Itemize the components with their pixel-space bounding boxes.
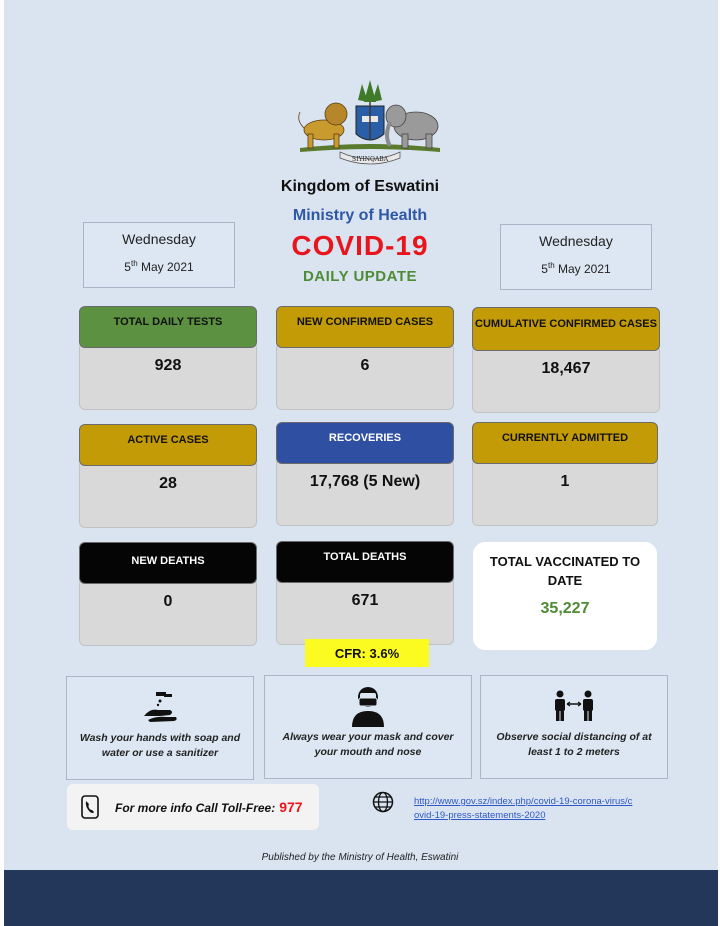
total-vaccinated-card bbox=[473, 542, 657, 650]
published-by: Published by the Ministry of Health, Eswatini bbox=[261, 852, 459, 863]
date-text: 5th May 2021 bbox=[541, 261, 611, 276]
active-cases-card bbox=[79, 424, 257, 528]
footer-band bbox=[4, 870, 718, 926]
tip-hand-wash bbox=[66, 676, 254, 780]
card-value: 1 bbox=[472, 458, 658, 526]
card-value: 0 bbox=[79, 578, 257, 646]
globe-icon bbox=[372, 791, 394, 813]
total-deaths-card bbox=[276, 541, 454, 645]
svg-text:SIYINQABA: SIYINQABA bbox=[351, 156, 389, 163]
recoveries-card bbox=[276, 422, 454, 526]
cumulative-confirmed-cases-card bbox=[472, 307, 660, 413]
mask-icon bbox=[348, 685, 388, 727]
country-title: Kingdom of Eswatini bbox=[280, 178, 440, 195]
card-label: CUMULATIVE CONFIRMED CASES bbox=[472, 307, 660, 351]
new-confirmed-cases-card bbox=[276, 306, 454, 410]
date-box-right bbox=[500, 224, 652, 290]
card-label: ACTIVE CASES bbox=[79, 424, 257, 466]
card-label: TOTAL DEATHS bbox=[276, 541, 454, 583]
hand-wash-icon bbox=[140, 690, 180, 724]
card-value: 18,467 bbox=[472, 345, 660, 413]
card-label: NEW CONFIRMED CASES bbox=[276, 306, 454, 348]
coat-of-arms-logo bbox=[290, 76, 450, 168]
card-value: 17,768 (5 New) bbox=[276, 458, 454, 526]
card-label: RECOVERIES bbox=[276, 422, 454, 464]
tip-text: Wash your hands with soap and water or use a sanitizer bbox=[79, 732, 241, 759]
tip-distancing bbox=[480, 675, 668, 779]
press-statements-link[interactable]: http://www.gov.sz/index.php/covid-19-corona-virus/covid-19-press-statements-2020 bbox=[414, 796, 633, 821]
tip-mask bbox=[264, 675, 472, 779]
new-deaths-card bbox=[79, 542, 257, 646]
card-label: TOTAL DAILY TESTS bbox=[79, 306, 257, 348]
tip-text: Observe social distancing of at least 1 to 2 meters bbox=[496, 731, 652, 758]
date-day: Wednesday bbox=[539, 233, 613, 249]
card-value: 6 bbox=[276, 342, 454, 410]
currently-admitted-card bbox=[472, 422, 658, 526]
daily-update-title: DAILY UPDATE bbox=[302, 268, 418, 285]
contact-text: For more info Call Toll-Free: 977 bbox=[115, 799, 303, 815]
tip-text: Always wear your mask and cover your mouth and nose bbox=[282, 731, 454, 758]
ministry-title: Ministry of Health bbox=[292, 207, 428, 224]
card-label: CURRENTLY ADMITTED bbox=[472, 422, 658, 464]
date-day: Wednesday bbox=[122, 231, 196, 247]
card-value: 671 bbox=[276, 577, 454, 645]
toll-free-contact bbox=[67, 784, 319, 830]
covid-title: COVID-19 bbox=[291, 230, 429, 261]
date-text: 5th May 2021 bbox=[124, 259, 194, 274]
card-label: NEW DEATHS bbox=[79, 542, 257, 584]
date-box-left bbox=[83, 222, 235, 288]
card-value: 28 bbox=[79, 460, 257, 528]
phone-icon bbox=[81, 795, 99, 819]
total-daily-tests-card bbox=[79, 306, 257, 410]
distancing-icon bbox=[552, 690, 596, 722]
card-value: 928 bbox=[79, 342, 257, 410]
card-value: 35,227 bbox=[540, 600, 590, 617]
card-label: TOTAL VACCINATED TO DATE bbox=[489, 554, 641, 588]
toll-free-number: 977 bbox=[279, 799, 303, 815]
cfr-badge: CFR: 3.6% bbox=[305, 639, 429, 667]
